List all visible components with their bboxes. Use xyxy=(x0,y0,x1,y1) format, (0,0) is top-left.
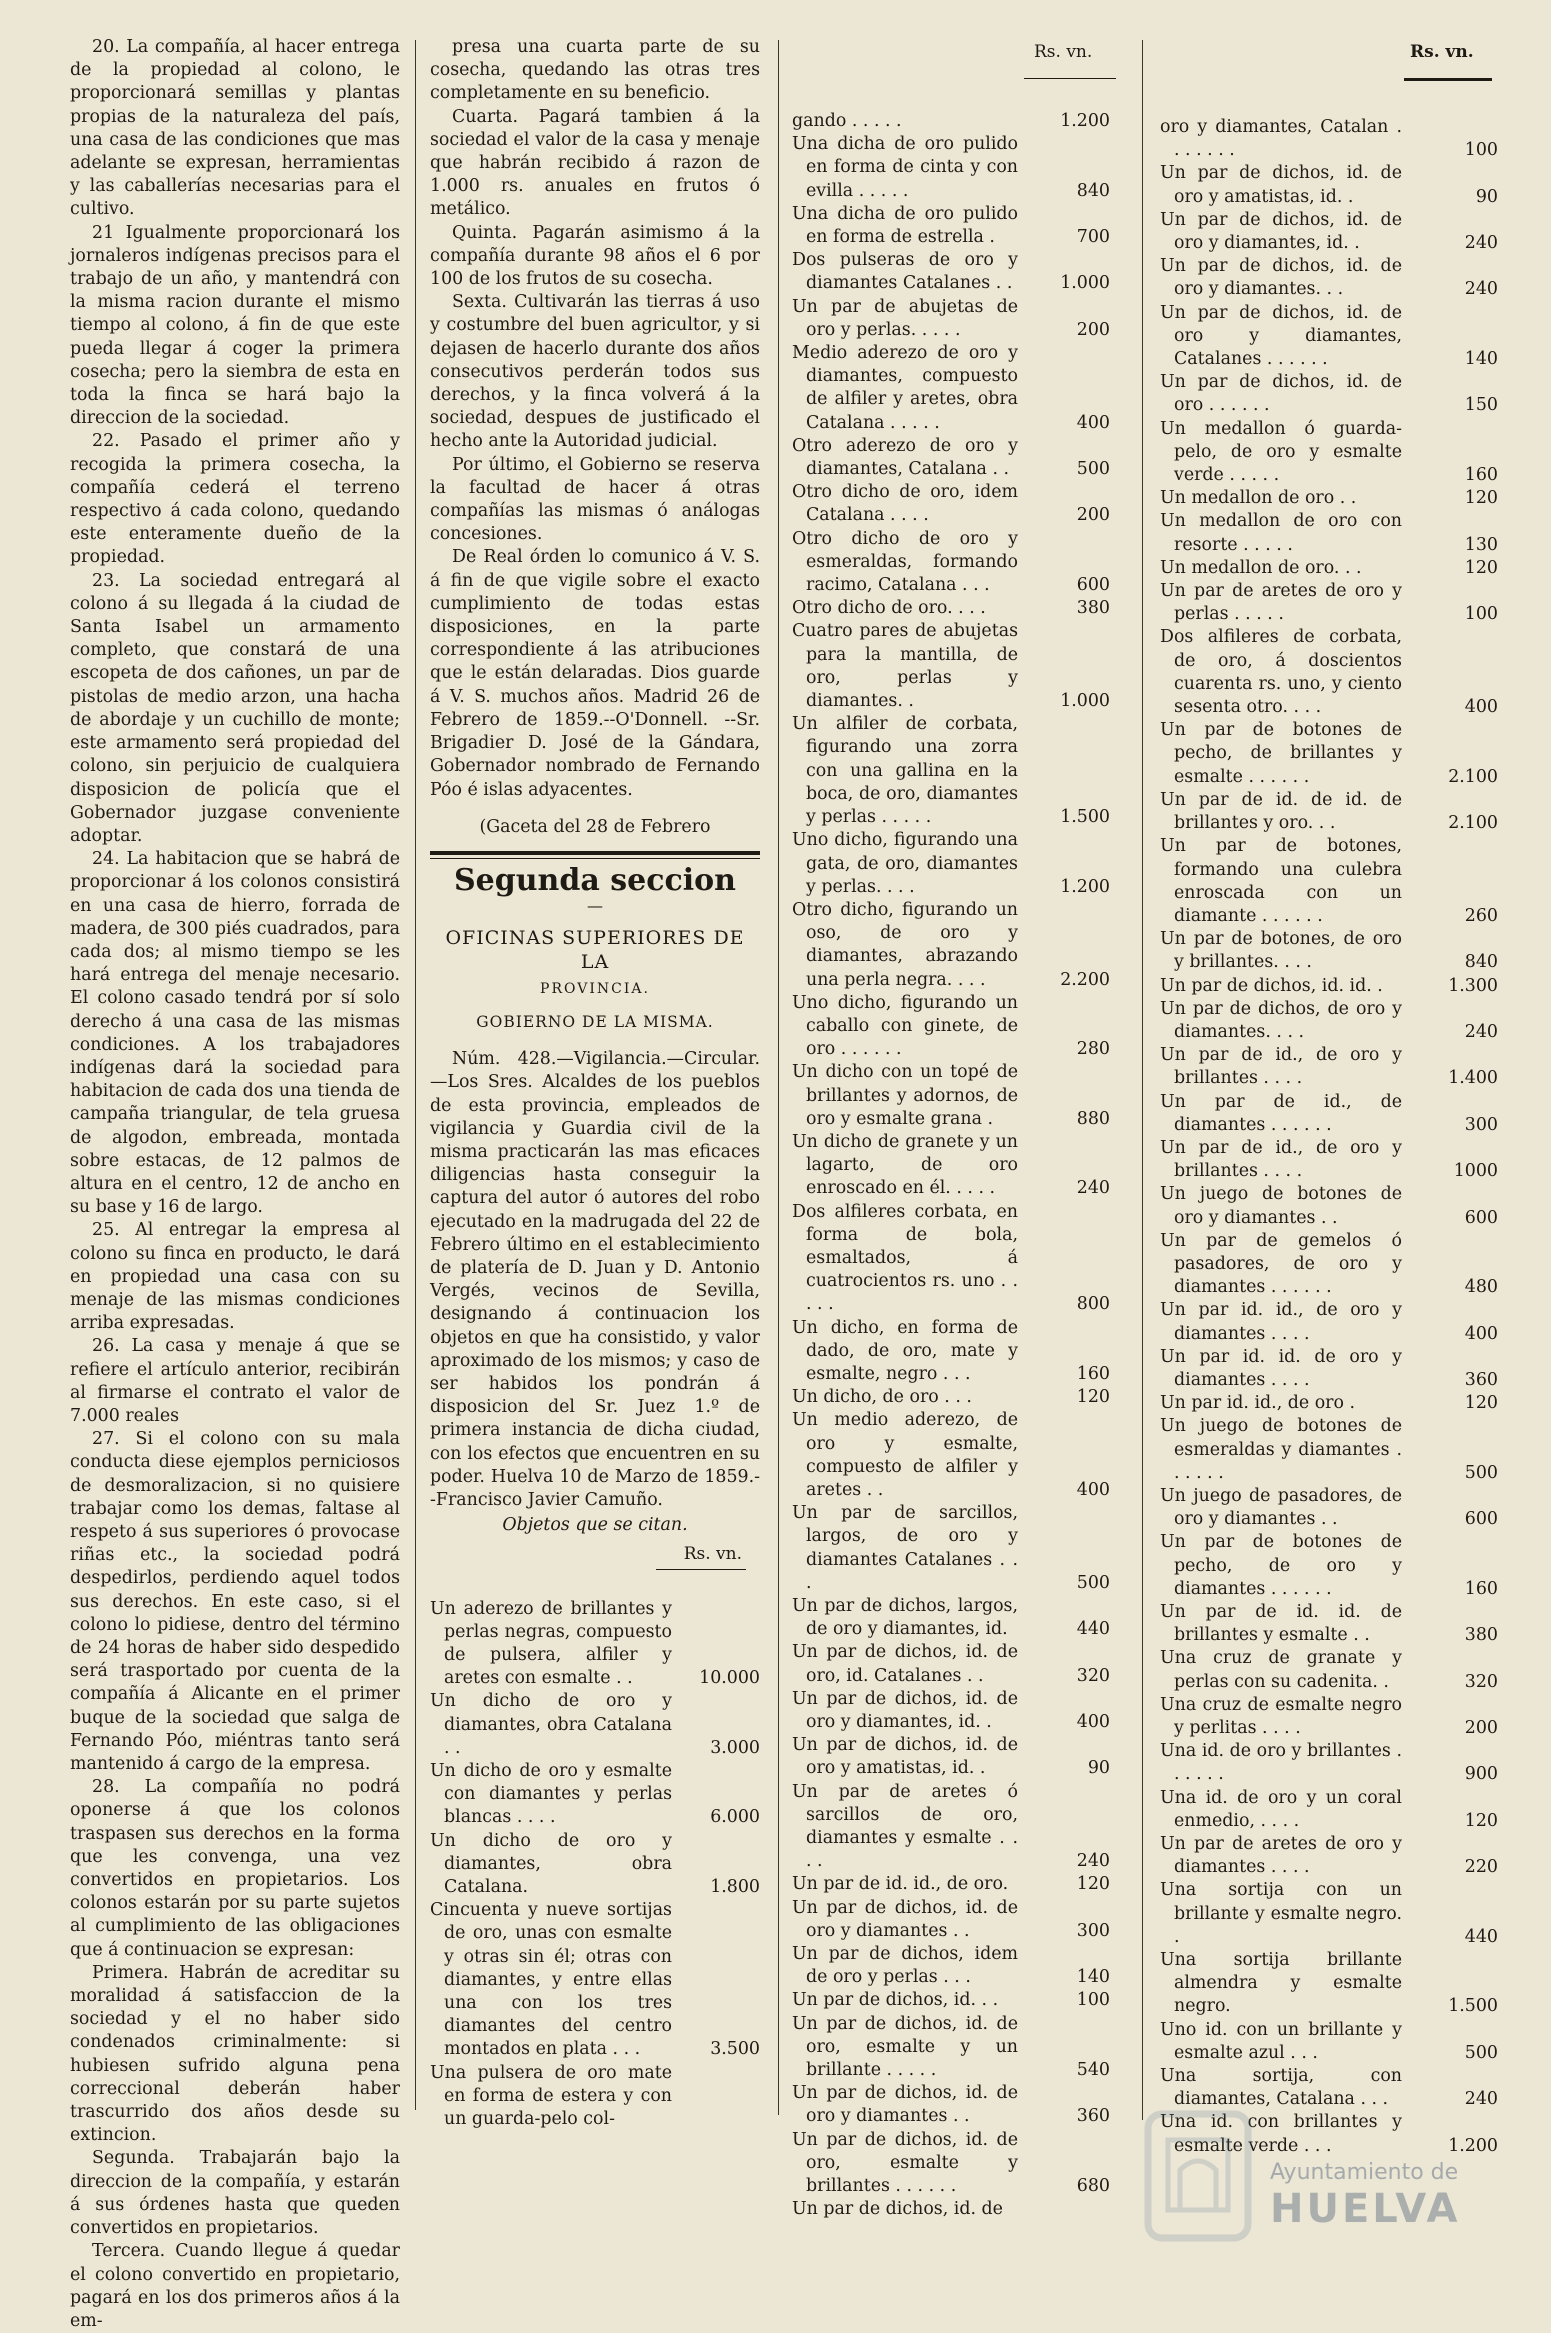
list-item xyxy=(792,110,1110,133)
item-description: Una sortija, con diamantes, Catalana . . . xyxy=(1160,2066,1402,2110)
item-value: 200 xyxy=(1464,1718,1498,1739)
list-item xyxy=(1160,1137,1498,1183)
column-divider xyxy=(778,40,779,2115)
item-description: Un par de dichos, id. de oro . . . . . . xyxy=(1160,372,1402,416)
item-value: 440 xyxy=(1076,1619,1110,1640)
item-value: 500 xyxy=(1076,459,1110,480)
list-item xyxy=(792,1317,1110,1387)
item-value: 240 xyxy=(1464,233,1498,254)
list-item xyxy=(1160,1485,1498,1531)
item-description: Un par id. id., de oro . xyxy=(1160,1393,1356,1414)
item-description: Un dicho con un topé de brillantes y adornos, de oro y esmalte grana . xyxy=(792,1062,1018,1129)
list-item xyxy=(1160,1299,1498,1345)
item-description: Un dicho de oro y esmalte con diamantes y perlas blancas . . . . xyxy=(430,1761,672,1828)
item-description: Un par de dichos, id. de oro y amatistas, id. . xyxy=(1160,163,1402,207)
item-description: Un par de abujetas de oro y perlas. . . . . xyxy=(792,296,1018,340)
item-description: Un par de dichos, largos, de oro y diamantes, id. xyxy=(792,1596,1018,1640)
item-description: Un par de dichos, id. de oro, esmalte y un brillante . . . . . xyxy=(792,2013,1018,2081)
item-description: Otro dicho de oro, idem Catalana . . . . xyxy=(792,482,1018,526)
item-description: Otro dicho, figurando un oso, de oro y diamantes, abrazando una perla negra. . . . xyxy=(792,899,1018,990)
item-description: Un par de dichos, id. de xyxy=(792,2199,1003,2220)
list-item xyxy=(1160,1415,1498,1485)
item-value: 140 xyxy=(1076,1967,1110,1988)
item-value: 500 xyxy=(1464,1462,1498,1483)
item-description: Un par de dichos, id. de oro y diamantes, id. . xyxy=(792,1688,1018,1733)
item-value: 840 xyxy=(1076,180,1110,201)
item-description: Un juego de pasadores, de oro y diamantes . . xyxy=(1160,1485,1402,1530)
paragraph: 22. Pasado el primer año y recogida la primera cosecha, la compañía cederá el terreno respectivo á cada colono, quedando este enteramente dueño de la propiedad. xyxy=(70,431,400,568)
item-value: 1.200 xyxy=(1060,111,1110,131)
paragraph: Segunda. Trabajarán bajo la direccion de la compañía, y estarán á sus órdenes hasta que queden convertidos en propietarios. xyxy=(70,2148,400,2239)
item-value: 380 xyxy=(1076,598,1110,619)
item-value: 240 xyxy=(1464,279,1498,300)
item-value: 360 xyxy=(1464,1369,1498,1390)
list-item xyxy=(1160,209,1498,255)
item-description: Un par de aretes de oro y diamantes . . . . xyxy=(1160,1834,1402,1878)
item-value: 400 xyxy=(1076,1479,1110,1500)
item-description: Una sortija brillante almendra y esmalte negro. xyxy=(1160,1950,1402,2017)
item-value: 1000 xyxy=(1453,1161,1498,1182)
list-item xyxy=(430,2062,760,2132)
list-item xyxy=(1160,789,1498,835)
list-item xyxy=(1160,975,1498,998)
item-value: 160 xyxy=(1464,1578,1498,1599)
item-value: 400 xyxy=(1464,1323,1498,1344)
list-item xyxy=(792,1131,1110,1201)
item-description: Un par de dichos, id. de oro y diamantes . . xyxy=(792,1897,1018,1941)
decree-text xyxy=(430,36,760,802)
item-value: 2.200 xyxy=(1060,969,1110,990)
list-item xyxy=(792,1688,1110,1734)
list-item xyxy=(792,1781,1110,1874)
paragraph: 23. La sociedad entregará al colono á su llegada á la ciudad de Santa Isabel un armamento completo, que constará de una escopeta de dos cañones, un par de pistolas de medio arzon, una hacha de abordaje y un cuchillo de monte; este armamento será propiedad del colono, sin perjuicio de cualquiera disposicion de policía que el Gobernador juzgase conveniente adoptar. xyxy=(70,570,400,846)
item-description: Un par de gemelos ó pasadores, de oro y diamantes . . . . . . xyxy=(1160,1230,1402,1298)
list-item xyxy=(792,2129,1110,2199)
item-description: Un medallon de oro con resorte . . . . . xyxy=(1160,511,1402,555)
item-value: 700 xyxy=(1076,227,1110,248)
list-item xyxy=(792,1897,1110,1943)
list-item xyxy=(792,829,1110,899)
item-value: 240 xyxy=(1076,1178,1110,1199)
item-value: 600 xyxy=(1076,575,1110,596)
list-item xyxy=(792,1989,1110,2012)
item-value: 1.200 xyxy=(1448,2135,1498,2156)
item-description: Un par de dichos, id. de oro y amatistas, id. . xyxy=(792,1735,1018,1779)
list-item xyxy=(430,1598,760,1691)
list-item xyxy=(1160,255,1498,301)
item-description: Un par de aretes ó sarcillos de oro, diamantes y esmalte . . . . xyxy=(792,1781,1018,1872)
item-value: 360 xyxy=(1076,2106,1110,2127)
item-value: 120 xyxy=(1464,1393,1498,1414)
list-item xyxy=(1160,580,1498,626)
item-description: Un par de botones, formando una culebra enroscada con un diamante . . . . . . xyxy=(1160,836,1402,926)
paragraph: 26. La casa y menaje á que se refiere el artículo anterior, recibirán al firmarse el contrato el valor de 7.000 reales xyxy=(70,1336,400,1426)
list-item xyxy=(1160,302,1498,372)
item-value: 600 xyxy=(1464,1509,1498,1530)
list-item xyxy=(792,435,1110,481)
item-value: 680 xyxy=(1076,2176,1110,2197)
gobierno-heading: GOBIERNO DE LA MISMA. xyxy=(476,1012,714,1031)
list-item xyxy=(1160,1647,1498,1693)
item-value: 380 xyxy=(1464,1625,1498,1646)
item-value: 400 xyxy=(1076,412,1110,433)
list-item xyxy=(1160,1694,1498,1740)
list-item xyxy=(1160,998,1498,1044)
item-value: 240 xyxy=(1076,1851,1110,1872)
item-description: Un dicho, de oro . . . xyxy=(792,1387,972,1408)
section-title: Segunda seccion xyxy=(454,862,736,898)
item-value: 120 xyxy=(1464,488,1498,509)
item-description: Un par de dichos, id. . . xyxy=(792,1990,999,2011)
item-description: Cincuenta y nueve sortijas de oro, unas con esmalte y otras sin él; otras con diamantes, y entre ellas una con los tres diamantes del centro montados en plata . . . xyxy=(430,1900,672,2060)
item-description: Un medallon de oro . . xyxy=(1160,488,1357,509)
paragraph: De Real órden lo comunico á V. S. á fin de que vigile sobre el exacto cumplimiento de todas estas disposiciones, en la parte correspondiente á las atribuciones que le están delaradas. Dios guarde á V. S. muchos años. Madrid 26 de Febrero de 1859.--O'Donnell. --Sr. Brigadier D. José de la Gándara, Gobernador nombrado de Fernando Póo é islas adyacentes. xyxy=(430,547,760,800)
paragraph: Quinta. Pagarán asimismo á la compañía durante 98 años el 6 por 100 de los frutos de su cosecha. xyxy=(430,222,760,290)
list-item xyxy=(792,1061,1110,1131)
item-description: Un par de id., de oro y brillantes . . . . xyxy=(1160,1137,1402,1182)
item-description: Un dicho de oro y diamantes, obra Catalana . . xyxy=(430,1691,672,1758)
item-value: 1.200 xyxy=(1060,876,1110,897)
item-description: Una id. con brillantes y esmalte verde . . . xyxy=(1160,2112,1402,2156)
item-value: 880 xyxy=(1076,1108,1110,1129)
list-item xyxy=(1160,487,1498,510)
item-value: 800 xyxy=(1076,1294,1110,1315)
gaceta-citation: (Gaceta del 28 de Febrero xyxy=(479,816,711,837)
item-description: Medio aderezo de oro y diamantes, compuesto de alfiler y aretes, obra Catalana . . . . . xyxy=(792,343,1018,433)
paragraph: Cuarta. Pagará tambien á la sociedad el valor de la casa y menaje que habrán recibido á razon de 1.000 rs. anuales en frutos ó metálico. xyxy=(430,106,760,220)
item-description: Una cruz de esmalte negro y perlitas . . . . xyxy=(1160,1694,1402,1739)
list-item xyxy=(792,1873,1110,1896)
column-2 xyxy=(430,36,760,2131)
item-description: Una pulsera de oro mate en forma de estera y con un guarda-pelo col- xyxy=(430,2062,672,2130)
title-dash: — xyxy=(587,896,603,916)
paragraph: Tercera. Cuando llegue á quedar el colono convertido en propietario, pagará en los dos primeros años á la em- xyxy=(70,2241,400,2331)
list-item xyxy=(792,296,1110,342)
items-list xyxy=(430,1598,760,2132)
item-value: 1.800 xyxy=(710,1877,760,1898)
item-description: Un par de id. de id. de brillantes y oro. . . xyxy=(1160,789,1402,834)
item-value: 280 xyxy=(1076,1039,1110,1060)
column-divider xyxy=(1142,40,1143,2120)
item-value: 400 xyxy=(1076,1712,1110,1733)
list-item xyxy=(1160,162,1498,208)
list-item xyxy=(1160,626,1498,719)
list-item xyxy=(1160,1183,1498,1229)
list-item xyxy=(792,2198,1110,2221)
item-description: Un medio aderezo, de oro y esmalte, compuesto de alfiler y aretes . . xyxy=(792,1410,1018,1500)
list-item xyxy=(792,481,1110,527)
list-item xyxy=(1160,1949,1498,2019)
item-description: Un par de dichos, idem de oro y perlas . . . xyxy=(792,1944,1018,1988)
list-item xyxy=(430,1830,760,1900)
list-item xyxy=(1160,1230,1498,1300)
list-item xyxy=(1160,1346,1498,1392)
list-item xyxy=(430,1760,760,1830)
item-description: Un par de botones de pecho, de brillantes y esmalte . . . . . . xyxy=(1160,720,1402,787)
list-item xyxy=(1160,835,1498,928)
item-description: Otro dicho de oro y esmeraldas, formando racimo, Catalana . . . xyxy=(792,528,1018,596)
item-description: Un par de dichos, id. de oro, id. Catalanes . . xyxy=(792,1642,1018,1686)
item-description: Un par id. id., de oro y diamantes . . . . xyxy=(1160,1300,1402,1344)
item-description: Un alfiler de corbata, figurando una zorra con una gallina en la boca, de oro, diamantes y perlas . . . . . xyxy=(792,714,1018,828)
item-description: Un par de id., de diamantes . . . . . . xyxy=(1160,1091,1402,1135)
paragraph: 20. La compañía, al hacer entrega de la propiedad al colono, le proporcionará semillas y plantas propias de la naturaleza del país, una casa de las condiciones que mas adelante se expresan, herramientas y las caballerías necesarias para el cultivo. xyxy=(70,37,400,220)
item-description: Una sortija con un brillante y esmalte negro. . xyxy=(1160,1880,1402,1947)
item-value: 2.100 xyxy=(1448,813,1498,834)
item-value: 120 xyxy=(1464,1810,1498,1831)
item-description: Un par de botones de pecho, de oro y diamantes . . . . . . xyxy=(1160,1532,1402,1599)
item-value: 320 xyxy=(1076,1665,1110,1686)
currency-header: Rs. vn. xyxy=(1410,42,1474,62)
item-description: Un par de dichos, de oro y diamantes. . . . xyxy=(1160,998,1402,1042)
list-item xyxy=(1160,510,1498,556)
item-value: 300 xyxy=(1076,1920,1110,1941)
item-value: 120 xyxy=(1464,557,1498,578)
item-value: 1.400 xyxy=(1448,1068,1498,1089)
list-item xyxy=(1160,116,1498,162)
objetos-heading: Objetos que se citan. xyxy=(502,1515,688,1536)
list-item xyxy=(1160,719,1498,789)
list-item xyxy=(792,713,1110,829)
item-description: Un par de dichos, id. de oro y diamantes, id. . xyxy=(1160,209,1402,254)
oficinas-heading: OFICINAS SUPERIORES DE LA xyxy=(445,927,745,973)
item-description: Un par de id. id. de brillantes y esmalte . . xyxy=(1160,1602,1402,1646)
item-value: 3.000 xyxy=(710,1737,760,1758)
list-item xyxy=(792,2013,1110,2083)
item-description: Una dicha de oro pulido en forma de cinta y con evilla . . . . . xyxy=(792,134,1018,201)
item-value: 120 xyxy=(1076,1387,1110,1408)
list-item xyxy=(1160,1392,1498,1415)
item-value: 500 xyxy=(1076,1572,1110,1593)
item-description: Un par de dichos, id. de oro y diamantes. . . xyxy=(1160,256,1402,300)
list-item xyxy=(792,1386,1110,1409)
paragraph: Sexta. Cultivarán las tierras á uso y costumbre del buen agricultor, y si dejasen de hacerlo durante dos años consecutivos perderán todos sus derechos, y la finca volverá á la sociedad, despues de justificado el hecho ante la Autoridad judicial. xyxy=(430,292,760,452)
item-description: Un par de id. id., de oro. xyxy=(792,1874,1009,1895)
list-item xyxy=(792,597,1110,620)
list-item xyxy=(792,342,1110,435)
currency-header: Rs. vn. xyxy=(1034,42,1093,62)
item-value: 240 xyxy=(1464,1021,1498,1042)
item-value: 120 xyxy=(1076,1874,1110,1895)
paragraph: 24. La habitacion que se habrá de proporcionar á los colonos consistirá en una casa de hierro, forrada de madera, de 300 piés cuadrados, para cada dos; al mismo tiempo se les hará entrega del menaje necesario. El colono casado tendrá por sí solo derecho á una casa de las mismas condiciones. A los trabajadores indígenas dará la sociedad para habitacion de cada dos una tienda de campaña triangular, de tela gruesa de algodon, embreada, montada sobre estacas, de 12 palmos de altura en el centro, 12 de ancho en su base y 16 de largo. xyxy=(70,849,400,1218)
paragraph: 25. Al entregar la empresa al colono su finca en producto, le dará en propiedad una casa con su menaje de las mismas condiciones arriba expresadas. xyxy=(70,1220,400,1334)
item-value: 100 xyxy=(1076,1990,1110,2011)
column-3-items xyxy=(792,110,1110,2221)
item-value: 200 xyxy=(1076,505,1110,526)
item-value: 600 xyxy=(1464,1207,1498,1228)
item-description: Un dicho de granete y un lagarto, de oro enroscado en él. . . . . xyxy=(792,1131,1018,1199)
item-value: 260 xyxy=(1464,905,1498,926)
paragraph: Por último, el Gobierno se reserva la facultad de hacer á otras compañías las mismas ó análogas concesiones. xyxy=(430,454,760,545)
paragraph: 27. Si el colono con su mala conducta diese ejemplos perniciosos de desmoralizacion, si no quisiere trabajar como los demas, faltase al respeto á sus superiores ó provocase riñas etc., la sociedad podrá despedirlos, perdiendo aquel todos sus derechos. En este caso, si el colono lo pidiese, dentro del término de 24 horas de haber sido despedido será trasportado por cuenta de la compañía á Alicante en el primer buque de la sociedad que salga de Fernando Póo, miéntras tanto será mantenido á cargo de la empresa. xyxy=(70,1429,400,1775)
item-value: 500 xyxy=(1464,2042,1498,2063)
item-value: 220 xyxy=(1464,1857,1498,1878)
list-item xyxy=(792,620,1110,713)
item-description: Un par de aretes de oro y perlas . . . . . xyxy=(1160,581,1402,625)
item-description: Una id. de oro y brillantes . . . . . . xyxy=(1160,1741,1402,1785)
item-description: Un par de botones, de oro y brillantes. . . . xyxy=(1160,929,1402,973)
item-value: 140 xyxy=(1464,349,1498,370)
item-description: Dos alfileres de corbata, de oro, á doscientos cuarenta rs. uno, y ciento sesenta otro. . . . xyxy=(1160,627,1402,718)
list-item xyxy=(1160,928,1498,974)
list-item xyxy=(1160,1833,1498,1879)
column-4-items xyxy=(1160,116,1498,2158)
list-item xyxy=(1160,1879,1498,1949)
item-value: 440 xyxy=(1464,1926,1498,1947)
item-value: 150 xyxy=(1464,395,1498,416)
item-value: 400 xyxy=(1464,697,1498,718)
item-description: Un dicho, en forma de dado, de oro, mate y esmalte, negro . . . xyxy=(792,1317,1018,1384)
list-item xyxy=(1160,1740,1498,1786)
currency-rule xyxy=(656,1569,746,1570)
list-item xyxy=(1160,2019,1498,2065)
item-description: Uno dicho, figurando un caballo con ginete, de oro . . . . . . xyxy=(792,992,1018,1060)
list-item xyxy=(792,249,1110,295)
item-description: Un par de dichos, id. de oro y diamantes, Catalanes . . . . . . xyxy=(1160,302,1402,370)
list-item xyxy=(792,133,1110,203)
currency-header: Rs. vn. xyxy=(683,1544,742,1565)
item-description: Dos pulseras de oro y diamantes Catalanes . . xyxy=(792,250,1018,294)
item-description: Un par id. id. de oro y diamantes . . . . xyxy=(1160,1346,1402,1390)
item-value: 100 xyxy=(1464,604,1498,625)
list-item xyxy=(792,1595,1110,1641)
item-description: oro y diamantes, Catalan . . . . . . . xyxy=(1160,117,1402,161)
list-item xyxy=(1160,557,1498,580)
item-description: Un par de id., de oro y brillantes . . . . xyxy=(1160,1045,1402,1089)
list-item xyxy=(430,1899,760,2061)
item-value: 480 xyxy=(1464,1277,1498,1298)
item-value: 540 xyxy=(1076,2060,1110,2081)
item-value: 320 xyxy=(1464,1671,1498,1692)
item-description: Otro aderezo de oro y diamantes, Catalana . . xyxy=(792,435,1018,480)
item-value: 1.500 xyxy=(1448,1996,1498,2017)
item-description: Un juego de botones de esmeraldas y diamantes . . . . . . xyxy=(1160,1416,1402,1483)
list-item xyxy=(792,1409,1110,1502)
item-value: 240 xyxy=(1464,2089,1498,2110)
list-item xyxy=(1160,1787,1498,1833)
item-value: 1.300 xyxy=(1448,975,1498,996)
item-description: Un aderezo de brillantes y perlas negras, compuesto de pulsera, alfiler y aretes con esmalte . . xyxy=(430,1598,672,1689)
list-item xyxy=(1160,371,1498,417)
list-item xyxy=(792,1201,1110,1317)
item-value: 3.500 xyxy=(710,2039,760,2060)
item-value: 900 xyxy=(1464,1764,1498,1785)
currency-rule xyxy=(1024,78,1116,79)
circular-text: Núm. 428.—Vigilancia.—Circular.—Los Sres. Alcaldes de los pueblos de esta provincia, empleados de vigilancia y Guardia civil de la misma practicarán las mas eficaces diligencias hasta conseguir la captura del autor ó autores del robo ejecutado en la madrugada del 22 de Febrero último en el establecimiento de platería de D. Juan y D. Antonio Vergés, vecinos de Sevilla, designando á continuacion los objetos en que ha consistido, y valor aproximado de los mismos; y caso de ser habidos los pondrán á disposicion del Sr. Juez 1.º de primera instancia de dicha ciudad, con los efectos que encuentren en su poder. Huelva 10 de Marzo de 1859.--Francisco Javier Camuño. xyxy=(430,1049,760,1510)
item-description: Una id. de oro y un coral enmedio, . . . . xyxy=(1160,1787,1402,1831)
list-item xyxy=(792,1943,1110,1989)
list-item xyxy=(792,1734,1110,1780)
item-value: 200 xyxy=(1076,319,1110,340)
list-item xyxy=(792,203,1110,249)
list-item xyxy=(792,1502,1110,1595)
item-value: 160 xyxy=(1464,465,1498,486)
item-description: Una cruz de granate y perlas con su cadenita. . xyxy=(1160,1648,1402,1692)
list-item xyxy=(792,528,1110,598)
list-item xyxy=(792,899,1110,992)
item-description: Uno dicho, figurando una gata, de oro, diamantes y perlas. . . . xyxy=(792,830,1018,897)
item-value: 1.500 xyxy=(1060,807,1110,828)
item-value: 160 xyxy=(1076,1363,1110,1384)
watermark-line2: HUELVA xyxy=(1270,2186,1461,2232)
item-value: 2.100 xyxy=(1448,766,1498,787)
item-description: Uno id. con un brillante y esmalte azul . . . xyxy=(1160,2019,1402,2063)
list-item xyxy=(1160,1091,1498,1137)
paragraph: presa una cuarta parte de su cosecha, quedando las otras tres completamente en su beneficio. xyxy=(430,37,760,104)
item-description: Un par de dichos, id. de oro, esmalte y brillantes . . . . . . xyxy=(792,2129,1018,2197)
item-description: Cuatro pares de abujetas para la mantilla, de oro, perlas y diamantes. . xyxy=(792,621,1018,712)
item-value: 840 xyxy=(1464,952,1498,973)
watermark-line1: Ayuntamiento de xyxy=(1270,2160,1459,2185)
paragraph: Primera. Habrán de acreditar su moralidad á satisfaccion de la sociedad y el no haber sido condenados criminalmente: si hubiesen sufrido alguna pena correccional deberán haber trascurrido dos años desde su extincion. xyxy=(70,1962,400,2146)
item-value: 90 xyxy=(1475,186,1498,207)
item-description: Un par de dichos, id. id. . xyxy=(1160,975,1383,996)
section-rule xyxy=(430,851,760,859)
paragraph: 28. La compañía no podrá oponerse á que los colonos traspasen sus derechos en la forma que les convenga, una vez convertidos en propietarios. Los colonos estarán por su parte sujetos al cumplimiento de las obligaciones que á continuacion se expresan: xyxy=(70,1777,400,1960)
item-description: Otro dicho de oro. . . . xyxy=(792,598,986,619)
item-value: 10.000 xyxy=(699,1668,760,1689)
item-description: Un medallon ó guarda-pelo, de oro y esmalte verde . . . . . xyxy=(1160,418,1402,486)
list-item xyxy=(1160,1531,1498,1601)
item-description: Una dicha de oro pulido en forma de estrella . xyxy=(792,203,1018,248)
item-description: Un par de dichos, id. de oro y diamantes . . xyxy=(792,2083,1018,2127)
list-item xyxy=(1160,418,1498,488)
provincia-heading: PROVINCIA. xyxy=(540,980,650,997)
item-description: Un juego de botones de oro y diamantes . . xyxy=(1160,1184,1402,1228)
item-description: Un medallon de oro. . . xyxy=(1160,557,1362,578)
column-1 xyxy=(70,36,400,2333)
item-value: 1.000 xyxy=(1060,273,1110,294)
column-divider xyxy=(415,40,416,2110)
item-value: 1.000 xyxy=(1060,691,1110,712)
item-value: 130 xyxy=(1464,534,1498,555)
list-item xyxy=(792,2082,1110,2128)
item-value: 300 xyxy=(1464,1114,1498,1135)
item-value: 6.000 xyxy=(710,1807,760,1828)
paragraph: 21 Igualmente proporcionará los jornaleros indígenas precisos para el trabajo de un año, y mantendrá con la misma racion durante el mismo tiempo al colono, á fin de que este pueda llegar á coger la primera cosecha; pero la siembra de esta en toda la finca se hará bajo la direccion de la sociedad. xyxy=(70,222,400,429)
list-item xyxy=(1160,1044,1498,1090)
item-description: Un dicho de oro y diamantes, obra Catalana. xyxy=(430,1830,672,1898)
currency-rule xyxy=(1404,78,1492,81)
item-value: 100 xyxy=(1464,140,1498,161)
list-item xyxy=(1160,1601,1498,1647)
list-item xyxy=(792,1641,1110,1687)
list-item xyxy=(792,992,1110,1062)
item-description: gando . . . . . xyxy=(792,111,902,131)
list-item xyxy=(430,1690,760,1760)
item-description: Un par de sarcillos, largos, de oro y diamantes Catalanes . . . xyxy=(792,1503,1018,1593)
item-value: 90 xyxy=(1087,1758,1110,1779)
item-description: Dos alfileres corbata, en forma de bola, esmaltados, á cuatrocientos rs. uno . . . . . xyxy=(792,1201,1018,1315)
